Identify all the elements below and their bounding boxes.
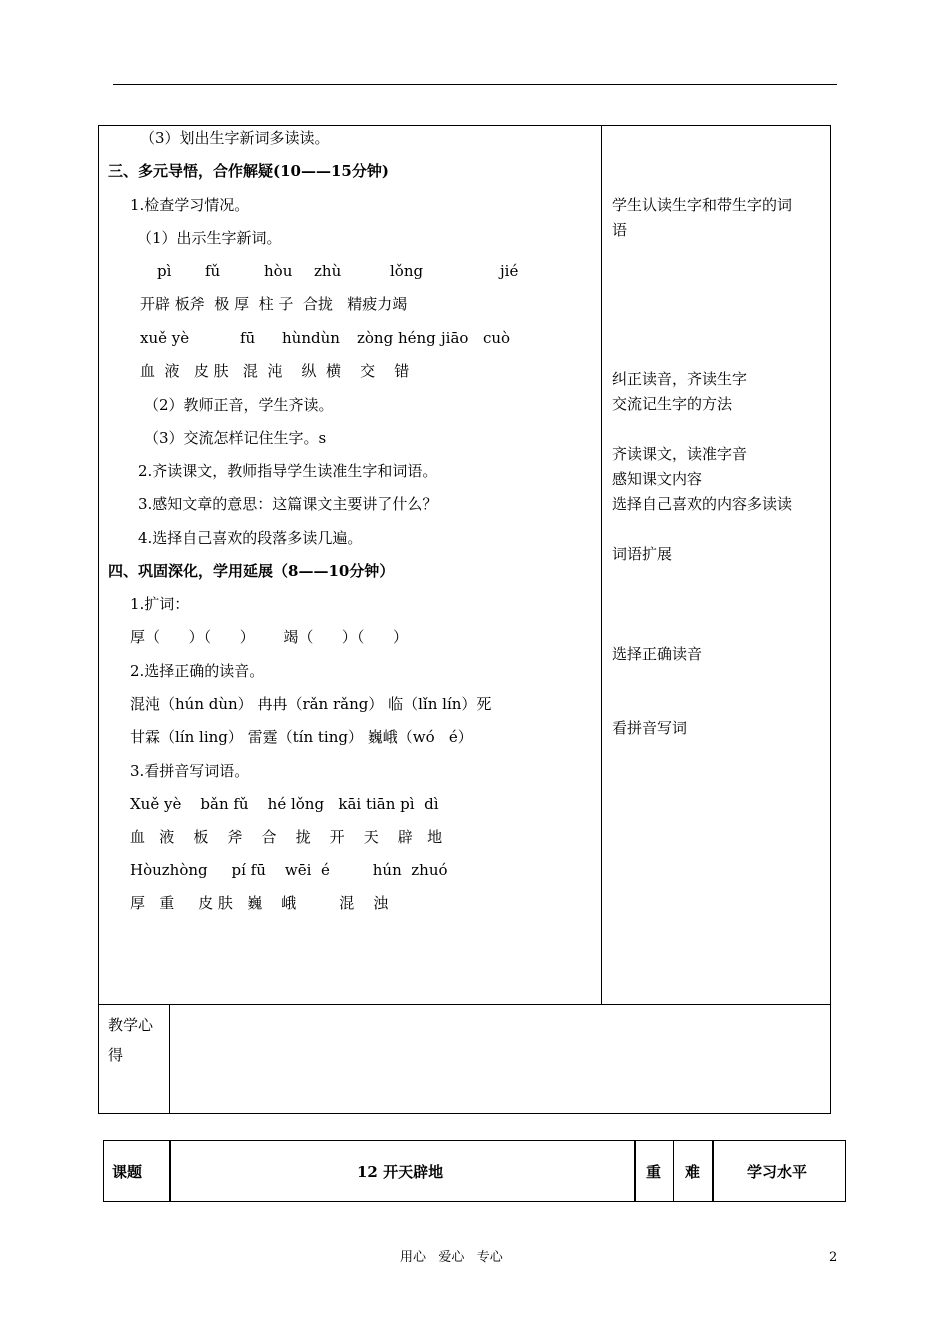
note-perceive: 感知课文内容 — [612, 470, 703, 488]
cell-divider — [634, 1140, 636, 1202]
cell-divider — [712, 1140, 714, 1202]
cell-divider — [673, 1140, 674, 1202]
new-words-row-1: 开辟 板斧 极 厚 柱 子 合拢 精疲力竭 — [140, 295, 408, 313]
note-correct: 纠正读音，齐读生字 — [612, 370, 748, 388]
pinyin: hòu — [264, 262, 293, 280]
pinyin: jié — [500, 262, 519, 280]
column-divider — [601, 125, 602, 1005]
label-line: 教学心 — [108, 1016, 154, 1034]
teaching-reflection-label — [108, 1010, 164, 1070]
pronunciation-row-1: 混沌（hún dùn） 冉冉（rǎn rǎng） 临（lǐn lín）死 — [130, 695, 492, 713]
note-read-words-cont: 语 — [612, 221, 628, 239]
note-read-text: 齐读课文，读准字音 — [612, 445, 748, 463]
pinyin: lǒng — [390, 262, 424, 280]
pinyin: zòng héng — [357, 329, 436, 347]
key-label: 重 — [646, 1163, 662, 1181]
words-row-3: 血 液 板 斧 合 拢 开 天 辟 地 — [130, 828, 443, 846]
pronunciation-row-2: 甘霖（lín ling） 雷霆（tín ting） 巍峨（wó é） — [130, 728, 473, 746]
new-words-row-2: 血 液 皮 肤 混 沌 纵 横 交 错 — [140, 362, 410, 380]
note-exchange: 交流记生字的方法 — [612, 395, 733, 413]
footer-motto: 用心 爱心 专心 — [400, 1250, 503, 1265]
show-new-words: （1）出示生字新词。 — [137, 229, 282, 247]
understand-meaning: 3.感知文章的意思：这篇课文主要讲了什么？ — [138, 495, 438, 513]
pinyin: pì — [157, 262, 172, 280]
choose-paragraph: 4.选择自己喜欢的段落多读几遍。 — [138, 529, 363, 547]
pinyin-row-4: Hòuzhòng pí fū wēi é hún zhuó — [130, 861, 448, 879]
write-words: 3.看拼音写词语。 — [130, 762, 250, 780]
expand-words: 1.扩词： — [130, 595, 190, 613]
step-underline-words: （3）划出生字新词多读读。 — [140, 129, 330, 147]
cell-divider — [169, 1140, 171, 1202]
check-learning: 1.检查学习情况。 — [130, 196, 250, 214]
header-rule — [113, 84, 837, 85]
topic-value: 12 开天辟地 — [357, 1163, 444, 1181]
remember-words: （3）交流怎样记住生字。s — [144, 429, 327, 447]
pinyin: fū — [240, 329, 256, 347]
section-four-heading: 四、巩固深化，学用延展（8——10分钟） — [108, 562, 395, 580]
pinyin: jiāo — [441, 329, 469, 347]
note-read-words: 学生认读生字和带生字的词 — [612, 196, 793, 214]
choose-pronunciation: 2.选择正确的读音。 — [130, 662, 265, 680]
pinyin: xuě yè — [140, 329, 190, 347]
pinyin: zhù — [314, 262, 342, 280]
note-write: 看拼音写词 — [612, 719, 688, 737]
pinyin: fǔ — [205, 262, 221, 280]
teacher-correct: （2）教师正音，学生齐读。 — [144, 396, 334, 414]
pinyin: hùndùn — [282, 329, 340, 347]
pinyin-row-3: Xuě yè bǎn fǔ hé lǒng kāi tiān pì dì — [130, 795, 439, 813]
row-divider — [98, 1004, 831, 1005]
notes-column-divider — [169, 1004, 170, 1114]
words-row-4: 厚 重 皮 肤 巍 峨 混 浊 — [130, 894, 389, 912]
note-choose: 选择自己喜欢的内容多读读 — [612, 495, 793, 513]
section-three-heading: 三、多元导悟，合作解疑(10——15分钟) — [108, 162, 389, 180]
topic-label: 课题 — [112, 1163, 143, 1181]
note-expand: 词语扩展 — [612, 545, 673, 563]
page-number: 2 — [829, 1250, 838, 1265]
expand-blanks: 厚（ ）（ ） 竭（ ）（ ） — [130, 628, 409, 646]
pinyin: cuò — [483, 329, 511, 347]
header-table — [103, 1140, 846, 1202]
label-line: 得 — [108, 1046, 124, 1064]
difficulty-label: 难 — [685, 1163, 701, 1181]
learning-level-label: 学习水平 — [747, 1163, 808, 1181]
read-text: 2.齐读课文，教师指导学生读准生字和词语。 — [138, 462, 438, 480]
note-pronunciation: 选择正确读音 — [612, 645, 703, 663]
